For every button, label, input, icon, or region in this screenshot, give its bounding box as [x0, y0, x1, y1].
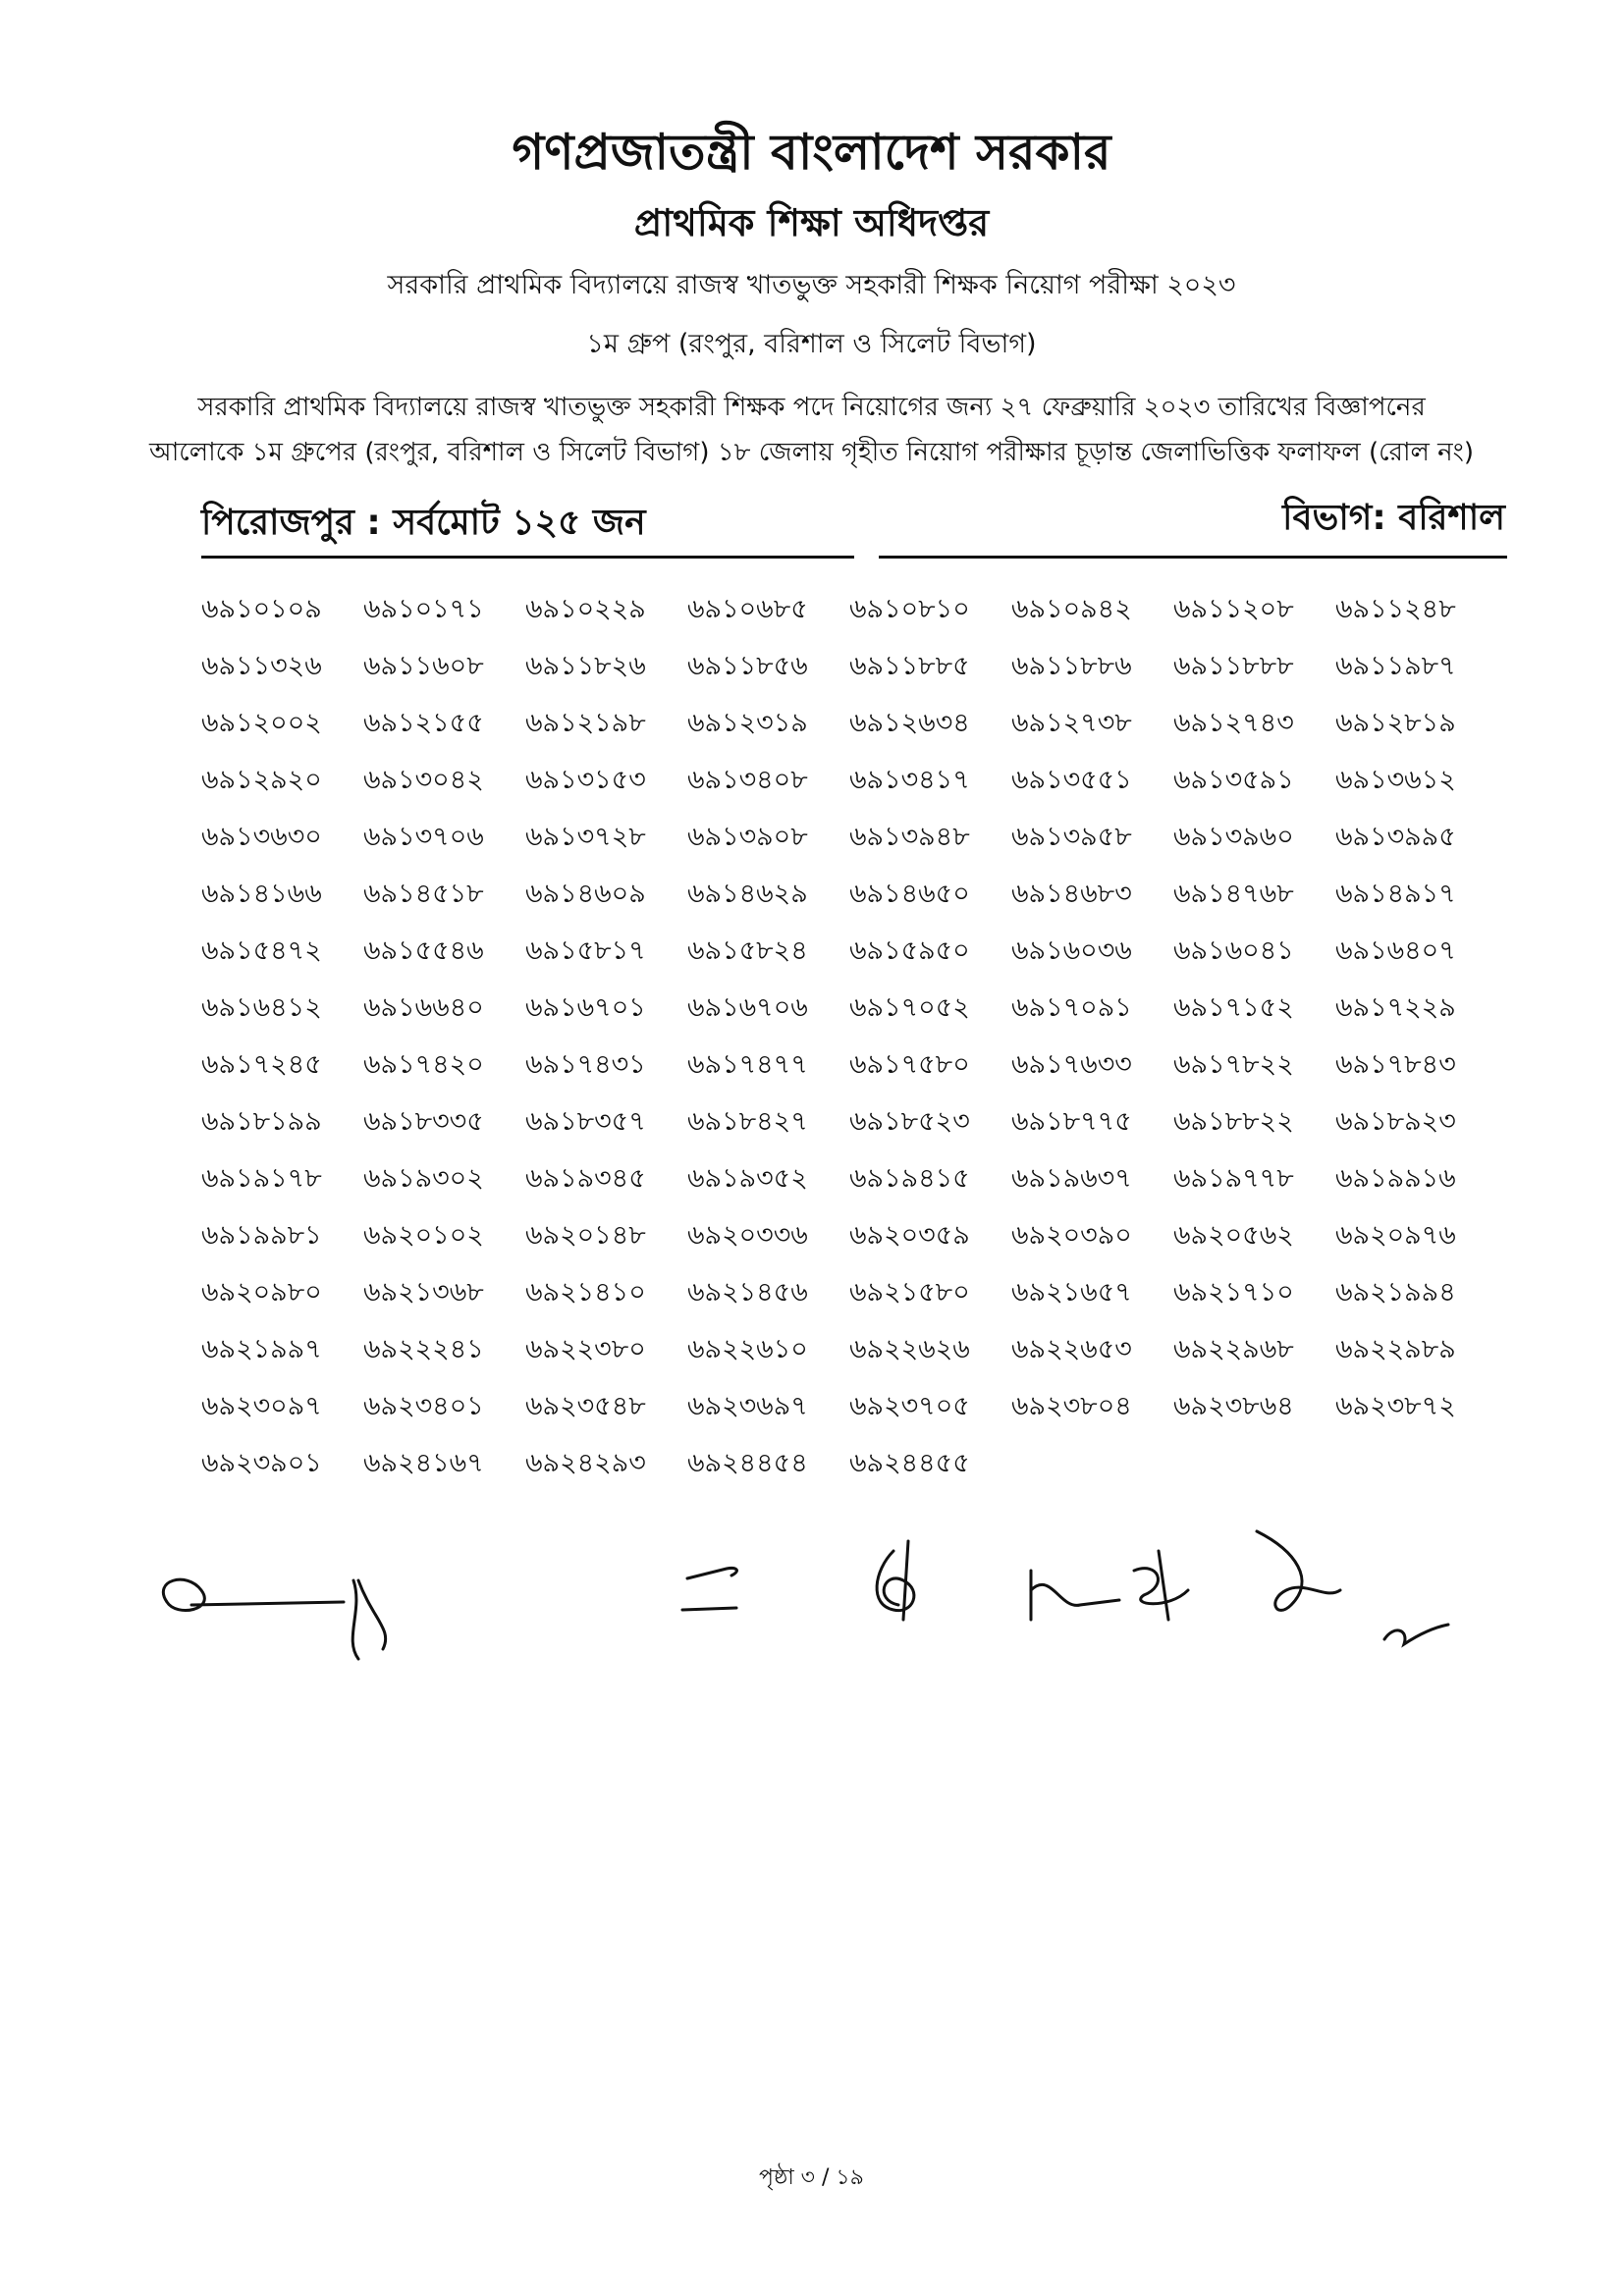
roll-number: ৬৯১৪৬৫০	[849, 879, 970, 909]
roll-number: ৬৯১৯৯৮১	[201, 1220, 322, 1251]
roll-number: ৬৯১০৯৪২	[1011, 594, 1132, 624]
roll-number: ৬৯১৯৩৪৫	[525, 1163, 646, 1194]
roll-number: ৬৯২৪৪৫৪	[687, 1448, 808, 1478]
division-heading: বিভাগ: বরিশাল	[1282, 498, 1505, 538]
roll-number: ৬৯১৩৯৯৫	[1335, 822, 1456, 852]
roll-number: ৬৯১৩৪০৮	[687, 765, 808, 795]
notice	[118, 385, 1505, 475]
roll-number: ৬৯১৫৫৪৬	[363, 935, 484, 966]
roll-number: ৬৯১৯৯১৬	[1335, 1163, 1456, 1194]
roll-number: ৬৯২০৯৭৬	[1335, 1220, 1456, 1251]
roll-number: ৬৯১১৬০৮	[363, 651, 484, 681]
roll-number: ৬৯১২০০২	[201, 708, 322, 738]
roll-number: ৬৯২৩৮০৪	[1011, 1391, 1132, 1421]
roll-number: ৬৯১১৮৮৬	[1011, 651, 1132, 681]
roll-number: ৬৯১০১০৯	[201, 594, 322, 624]
roll-number: ৬৯১৩৯৬০	[1173, 822, 1294, 852]
roll-number: ৬৯১৪৯১৭	[1335, 879, 1456, 909]
roll-number: ৬৯১৮৩৫৭	[525, 1106, 646, 1137]
roll-number: ৬৯১৭২২৯	[1335, 992, 1456, 1023]
roll-number: ৬৯১৬৪১২	[201, 992, 322, 1023]
roll-number: ৬৯২২৬১০	[687, 1334, 808, 1364]
roll-number: ৬৯১৩১৫৩	[525, 765, 646, 795]
roll-number: ৬৯১০৮১০	[849, 594, 970, 624]
roll-number: ৬৯১১৮২৬	[525, 651, 646, 681]
signature-5	[1134, 1551, 1188, 1620]
roll-number: ৬৯১৭২৪৫	[201, 1049, 322, 1080]
signature-4	[1031, 1571, 1119, 1620]
roll-number: ৬৯২০৩৩৬	[687, 1220, 808, 1251]
roll-number: ৬৯১৬০৪১	[1173, 935, 1294, 966]
roll-number: ৬৯২২৬৫৩	[1011, 1334, 1132, 1364]
roll-number: ৬৯১১৮৮৫	[849, 651, 970, 681]
roll-number: ৬৯১৩৯০৮	[687, 822, 808, 852]
signature-1	[163, 1579, 385, 1659]
roll-number: ৬৯১৮৭৭৫	[1011, 1106, 1132, 1137]
roll-number: ৬৯১৪৭৬৮	[1173, 879, 1294, 909]
roll-number: ৬৯২১৪১০	[525, 1277, 646, 1308]
roll-number: ৬৯১০১৭১	[363, 594, 484, 624]
roll-number: ৬৯১৬৭০১	[525, 992, 646, 1023]
roll-number: ৬৯২৩৪০১	[363, 1391, 484, 1421]
roll-number: ৬৯২৩৭০৫	[849, 1391, 970, 1421]
roll-number: ৬৯১৮৯২৩	[1335, 1106, 1456, 1137]
roll-number: ৬৯১২১৫৫	[363, 708, 484, 738]
roll-number: ৬৯১২৭৪৩	[1173, 708, 1294, 738]
notice-line-2: আলোকে ১ম গ্রুপের (রংপুর, বরিশাল ও সিলেট বিভাগ) ১৮ জেলায় গৃহীত নিয়োগ পরীক্ষার চূড়ান্ত জেলাভিত্তিক ফলাফল (রোল নং)	[148, 438, 1475, 467]
roll-number: ৬৯১৮৩৩৫	[363, 1106, 484, 1137]
roll-number: ৬৯২৩৫৪৮	[525, 1391, 646, 1421]
roll-number: ৬৯১২১৯৮	[525, 708, 646, 738]
roll-number: ৬৯১৭৪৩১	[525, 1049, 646, 1080]
roll-number: ৬৯২২২৪১	[363, 1334, 484, 1364]
roll-number: ৬৯১৫৯৫০	[849, 935, 970, 966]
roll-number: ৬৯২১৯৯৪	[1335, 1277, 1456, 1308]
roll-number: ৬৯১১২৪৮	[1335, 594, 1456, 624]
roll-number: ৬৯১১৮৮৮	[1173, 651, 1294, 681]
roll-number: ৬৯২১৭১০	[1173, 1277, 1294, 1308]
roll-number: ৬৯২২৬২৬	[849, 1334, 970, 1364]
roll-number: ৬৯২০৫৬২	[1173, 1220, 1294, 1251]
roll-number: ৬৯১৩৪১৭	[849, 765, 970, 795]
roll-number: ৬৯১৩৬১২	[1335, 765, 1456, 795]
roll-number: ৬৯২১৯৯৭	[201, 1334, 322, 1364]
roll-number: ৬৯১৮৫২৩	[849, 1106, 970, 1137]
signature-2	[682, 1568, 736, 1610]
roll-number: ৬৯২৩৬৯৭	[687, 1391, 808, 1421]
roll-number: ৬৯১৭৪৭৭	[687, 1049, 808, 1080]
roll-number: ৬৯১৪৬২৯	[687, 879, 808, 909]
roll-number: ৬৯১৭৪২০	[363, 1049, 484, 1080]
signature-3	[877, 1541, 914, 1620]
roll-number: ৬৯১৯৪১৫	[849, 1163, 970, 1194]
signature-6	[1257, 1531, 1340, 1610]
roll-number: ৬৯১৩৫৫১	[1011, 765, 1132, 795]
roll-number: ৬৯১৬৬৪০	[363, 992, 484, 1023]
roll-number: ৬৯১৫৮২৪	[687, 935, 808, 966]
roll-number: ৬৯১৭৫৮০	[849, 1049, 970, 1080]
signatures	[147, 1512, 1473, 1688]
roll-number: ৬৯২২৯৬৮	[1173, 1334, 1294, 1364]
roll-number: ৬৯২২৩৮০	[525, 1334, 646, 1364]
roll-number: ৬৯২১৫৮০	[849, 1277, 970, 1308]
page-number: পৃষ্ঠা ৩ / ১৯	[759, 2165, 864, 2190]
division-underline	[879, 556, 1507, 559]
roll-number: ৬৯১৭৮৪৩	[1335, 1049, 1456, 1080]
roll-number: ৬৯১০২২৯	[525, 594, 646, 624]
directorate-title: প্রাথমিক শিক্ষা অধিদপ্তর	[633, 201, 990, 244]
exam-title: সরকারি প্রাথমিক বিদ্যালয়ে রাজস্ব খাতভুক্ত সহকারী শিক্ষক নিয়োগ পরীক্ষা ২০২৩	[387, 270, 1236, 300]
roll-number: ৬৯১৩৬৩০	[201, 822, 322, 852]
roll-number: ৬৯১৭০৫২	[849, 992, 970, 1023]
roll-number: ৬৯২১৪৫৬	[687, 1277, 808, 1308]
roll-number: ৬৯১২৭৩৮	[1011, 708, 1132, 738]
roll-number: ৬৯২৩৮৭২	[1335, 1391, 1456, 1421]
signature-7	[1384, 1625, 1448, 1644]
roll-number: ৬৯২০৩৯০	[1011, 1220, 1132, 1251]
roll-number: ৬৯১৪৫১৮	[363, 879, 484, 909]
roll-number: ৬৯২০১০২	[363, 1220, 484, 1251]
roll-number: ৬৯১৫৪৭২	[201, 935, 322, 966]
roll-number: ৬৯১৭০৯১	[1011, 992, 1132, 1023]
roll-number: ৬৯১২৩১৯	[687, 708, 808, 738]
roll-number: ৬৯২৪১৬৭	[363, 1448, 484, 1478]
roll-number: ৬৯১৪১৬৬	[201, 879, 322, 909]
group-title: ১ম গ্রুপ (রংপুর, বরিশাল ও সিলেট বিভাগ)	[586, 329, 1037, 359]
roll-number-grid	[201, 589, 1497, 1500]
roll-number: ৬৯২৩০৯৭	[201, 1391, 322, 1421]
notice-line-1: সরকারি প্রাথমিক বিদ্যালয়ে রাজস্ব খাতভুক্ত সহকারী শিক্ষক পদে নিয়োগের জন্য ২৭ ফেব্রুয়ারি ২০২৩ তারিখের বিজ্ঞাপনের	[197, 393, 1426, 422]
roll-number: ৬৯২৪৪৫৫	[849, 1448, 970, 1478]
roll-number: ৬৯১৭৮২২	[1173, 1049, 1294, 1080]
district-heading: পিরোজপুর : সর্বমোট ১২৫ জন	[201, 503, 646, 543]
roll-number: ৬৯১২৮১৯	[1335, 708, 1456, 738]
government-title: গণপ্রজাতন্ত্রী বাংলাদেশ সরকার	[512, 124, 1111, 181]
roll-number: ৬৯১৩৭২৮	[525, 822, 646, 852]
roll-number: ৬৯১৩৯৪৮	[849, 822, 970, 852]
roll-number: ৬৯১৫৮১৭	[525, 935, 646, 966]
roll-number: ৬৯১৩০৪২	[363, 765, 484, 795]
roll-number: ৬৯১১৮৫৬	[687, 651, 808, 681]
roll-number: ৬৯১৬০৩৬	[1011, 935, 1132, 966]
roll-number: ৬৯২০৯৮০	[201, 1277, 322, 1308]
roll-number: ৬৯২১৬৫৭	[1011, 1277, 1132, 1308]
roll-number: ৬৯২৩৯০১	[201, 1448, 322, 1478]
roll-number: ৬৯১১৯৮৭	[1335, 651, 1456, 681]
roll-number: ৬৯১১৩২৬	[201, 651, 322, 681]
roll-number: ৬৯১৯১৭৮	[201, 1163, 322, 1194]
roll-number: ৬৯১৩৫৯১	[1173, 765, 1294, 795]
roll-number: ৬৯২০১৪৮	[525, 1220, 646, 1251]
roll-number: ৬৯১৭১৫২	[1173, 992, 1294, 1023]
roll-number: ৬৯১৮৪২৭	[687, 1106, 808, 1137]
roll-number: ৬৯২০৩৫৯	[849, 1220, 970, 1251]
roll-number: ৬৯১৩৭০৬	[363, 822, 484, 852]
roll-number: ৬৯২৪২৯৩	[525, 1448, 646, 1478]
roll-number: ৬৯১৯৭৭৮	[1173, 1163, 1294, 1194]
roll-number: ৬৯২২৯৮৯	[1335, 1334, 1456, 1364]
roll-number: ৬৯১৮৮২২	[1173, 1106, 1294, 1137]
roll-number: ৬৯১৭৬৩৩	[1011, 1049, 1132, 1080]
roll-number: ৬৯১৬৭০৬	[687, 992, 808, 1023]
roll-number: ৬৯১৯৩০২	[363, 1163, 484, 1194]
roll-number: ৬৯১৯৩৫২	[687, 1163, 808, 1194]
district-underline	[201, 556, 854, 559]
roll-number: ৬৯১২৬৩৪	[849, 708, 970, 738]
roll-number: ৬৯১৪৬০৯	[525, 879, 646, 909]
roll-number: ৬৯১১২০৮	[1173, 594, 1294, 624]
roll-number: ৬৯২১৩৬৮	[363, 1277, 484, 1308]
roll-number: ৬৯১৪৬৮৩	[1011, 879, 1132, 909]
roll-number: ৬৯১০৬৮৫	[687, 594, 808, 624]
roll-number: ৬৯১২৯২০	[201, 765, 322, 795]
roll-number: ৬৯১৯৬৩৭	[1011, 1163, 1132, 1194]
roll-number: ৬৯১৩৯৫৮	[1011, 822, 1132, 852]
roll-number: ৬৯২৩৮৬৪	[1173, 1391, 1294, 1421]
roll-number: ৬৯১৮১৯৯	[201, 1106, 322, 1137]
roll-number: ৬৯১৬৪০৭	[1335, 935, 1456, 966]
